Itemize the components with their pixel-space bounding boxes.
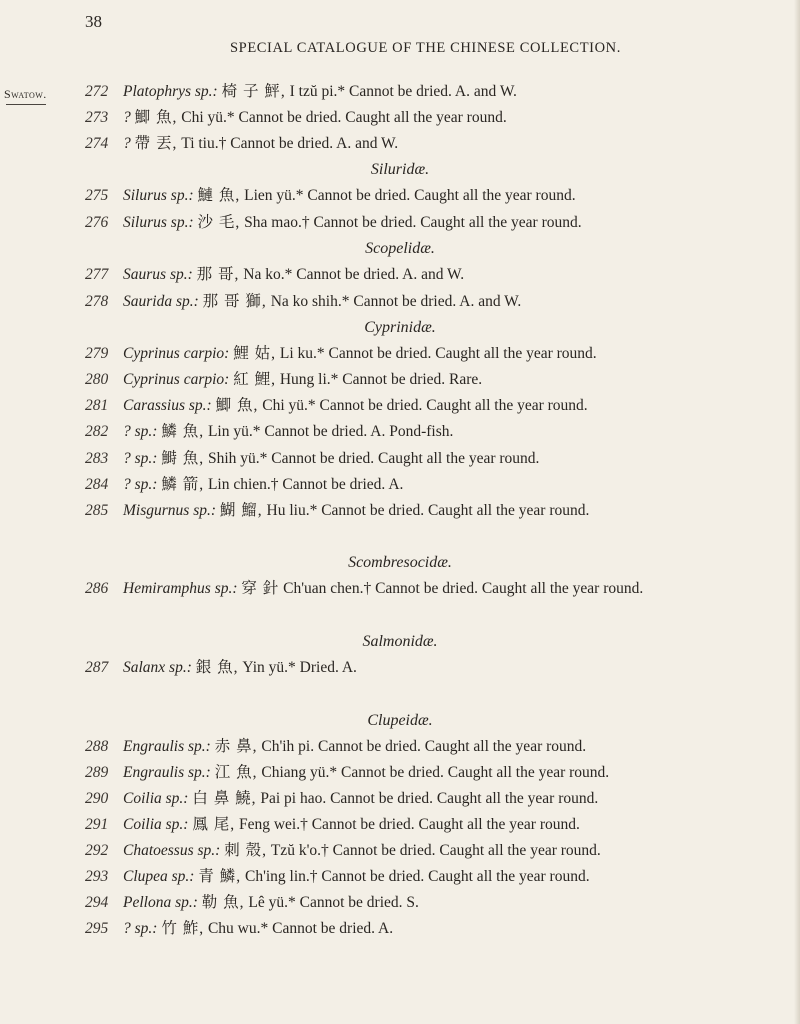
- species-name: Hemiramphus sp.:: [123, 580, 238, 597]
- chinese-name: 刺 殼,: [224, 842, 267, 859]
- entry-number: 289: [85, 764, 109, 781]
- catalogue-entry: [85, 262, 800, 288]
- species-name: Engraulis sp.:: [123, 764, 211, 781]
- catalogue-entry: [85, 498, 800, 524]
- entry-text: Chi yü.* Cannot be dried. Caught all the year round.: [181, 109, 507, 126]
- entry-number: 287: [85, 659, 109, 676]
- chinese-name: 鯽 魚,: [215, 397, 259, 414]
- chinese-name: 帶 丟,: [134, 135, 178, 152]
- margin-note: Swatow.: [4, 87, 47, 101]
- catalogue-entry: [85, 916, 800, 942]
- entry-text: Lê yü.* Cannot be dried. S.: [248, 894, 419, 911]
- species-name: Silurus sp.:: [123, 214, 194, 231]
- catalogue-entry: [85, 446, 800, 472]
- catalogue-entry: [85, 393, 800, 419]
- page-number: 38: [85, 12, 102, 31]
- family-heading: Clupeidæ.: [367, 712, 433, 729]
- species-name: Silurus sp.:: [123, 187, 194, 204]
- entry-number: 291: [85, 816, 109, 833]
- family-heading: Cyprinidæ.: [364, 319, 436, 336]
- entry-text: Feng wei.† Cannot be dried. Caught all the year round.: [238, 816, 580, 833]
- chinese-name: 鰗 鰡,: [219, 502, 263, 519]
- entry-text: Li ku.* Cannot be dried. Caught all the year round.: [279, 345, 597, 362]
- catalogue-entry: [85, 838, 800, 864]
- entry-number: 286: [85, 580, 109, 597]
- chinese-name: 紅 鯉,: [233, 371, 276, 388]
- entry-number: 279: [85, 345, 109, 362]
- species-name: Cyprinus carpio:: [123, 345, 230, 362]
- catalogue-entry: [85, 864, 800, 890]
- species-name: ? sp.:: [123, 920, 158, 937]
- catalogue-entry: [85, 576, 800, 602]
- catalogue-entry: [85, 367, 800, 393]
- chinese-name: 鰣 魚,: [161, 450, 205, 467]
- species-name: Saurus sp.:: [123, 266, 193, 283]
- entry-number: 276: [85, 214, 109, 231]
- catalogue-entry: [85, 289, 800, 315]
- species-name: ? sp.:: [123, 476, 158, 493]
- chinese-name: 白 鼻 鱙,: [192, 790, 257, 807]
- page-edge-shadow: [794, 0, 800, 1024]
- chinese-name: 穿 針: [241, 580, 280, 597]
- entry-text: Pai pi hao. Cannot be dried. Caught all the year round.: [260, 790, 599, 807]
- species-name: Saurida sp.:: [123, 293, 199, 310]
- species-name: Coilia sp.:: [123, 816, 189, 833]
- entry-number: 282: [85, 423, 109, 440]
- catalogue-entry: [85, 419, 800, 445]
- entry-text: Ch'ing lin.† Cannot be dried. Caught all the year round.: [244, 868, 590, 885]
- species-name: Chatoessus sp.:: [123, 842, 221, 859]
- catalogue-entry: [85, 734, 800, 760]
- chinese-name: 勒 魚,: [201, 894, 245, 911]
- catalogue-entry: [85, 341, 800, 367]
- chinese-name: 赤 鼻,: [214, 738, 258, 755]
- chinese-name: 銀 魚,: [195, 659, 239, 676]
- chinese-name: 鱗 箭,: [161, 476, 205, 493]
- entry-text: Chi yü.* Cannot be dried. Caught all the year round.: [262, 397, 588, 414]
- entry-text: Ti tiu.† Cannot be dried. A. and W.: [181, 135, 399, 152]
- chinese-name: 鯽 魚,: [134, 109, 178, 126]
- catalogue-entry: [85, 655, 800, 681]
- chinese-name: 鰱 魚,: [197, 187, 241, 204]
- entry-text: Yin yü.* Dried. A.: [242, 659, 357, 676]
- species-name: Carassius sp.:: [123, 397, 212, 414]
- entry-number: 288: [85, 738, 109, 755]
- species-name: ?: [123, 135, 131, 152]
- entry-text: Chiang yü.* Cannot be dried. Caught all the year round.: [261, 764, 610, 781]
- species-name: ? sp.:: [123, 450, 158, 467]
- entry-text: Lin yü.* Cannot be dried. A. Pond-fish.: [207, 423, 454, 440]
- species-name: Salanx sp.:: [123, 659, 192, 676]
- species-name: Platophrys sp.:: [123, 83, 218, 100]
- family-heading: Scopelidæ.: [365, 240, 435, 257]
- entry-number: 274: [85, 135, 109, 152]
- species-name: Clupea sp.:: [123, 868, 195, 885]
- catalogue-entry: [85, 210, 800, 236]
- entry-number: 294: [85, 894, 109, 911]
- entry-number: 285: [85, 502, 109, 519]
- chinese-name: 鯉 姑,: [233, 345, 276, 362]
- entry-text: Shih yü.* Cannot be dried. Caught all the year round.: [207, 450, 540, 467]
- entry-number: 273: [85, 109, 109, 126]
- entry-text: Na ko shih.* Cannot be dried. A. and W.: [270, 293, 522, 310]
- catalogue-entry: [85, 105, 800, 131]
- entry-number: 295: [85, 920, 109, 937]
- species-name: Cyprinus carpio:: [123, 371, 230, 388]
- entry-text: Ch'ih pi. Cannot be dried. Caught all the year round.: [261, 738, 587, 755]
- species-name: Coilia sp.:: [123, 790, 189, 807]
- entry-text: Lien yü.* Cannot be dried. Caught all the year round.: [244, 187, 576, 204]
- species-name: Pellona sp.:: [123, 894, 198, 911]
- entry-number: 292: [85, 842, 109, 859]
- catalogue-entry: [85, 786, 800, 812]
- entry-text: I tzŭ pi.* Cannot be dried. A. and W.: [289, 83, 517, 100]
- species-name: ?: [123, 109, 131, 126]
- entry-number: 283: [85, 450, 109, 467]
- entry-number: 281: [85, 397, 109, 414]
- family-heading: Salmonidæ.: [362, 633, 438, 650]
- entry-number: 278: [85, 293, 109, 310]
- entry-number: 284: [85, 476, 109, 493]
- chinese-name: 鳳 尾,: [192, 816, 236, 833]
- entry-text: Chu wu.* Cannot be dried. A.: [207, 920, 394, 937]
- family-heading: Siluridæ.: [370, 161, 430, 178]
- family-heading: Scombresocidæ.: [348, 554, 452, 571]
- chinese-name: 青 鱗,: [198, 868, 242, 885]
- chinese-name: 沙 毛,: [197, 214, 241, 231]
- entry-text: Na ko.* Cannot be dried. A. and W.: [243, 266, 465, 283]
- chinese-name: 竹 鮓,: [161, 920, 205, 937]
- chinese-name: 椅 子 鮃,: [221, 83, 286, 100]
- catalogue-entry: [85, 760, 800, 786]
- chinese-name: 那 哥,: [196, 266, 240, 283]
- chinese-name: 那 哥 獅,: [202, 293, 267, 310]
- catalogue-entry: [85, 812, 800, 838]
- entry-text: Lin chien.† Cannot be dried. A.: [207, 476, 404, 493]
- entry-text: Sha mao.† Cannot be dried. Caught all the year round.: [244, 214, 582, 231]
- entry-text: Ch'uan chen.† Cannot be dried. Caught all the year round.: [283, 580, 644, 597]
- entry-number: 272: [85, 83, 109, 100]
- catalogue-entry: [85, 890, 800, 916]
- entry-text: Hung li.* Cannot be dried. Rare.: [279, 371, 483, 388]
- catalogue-entry: [85, 183, 800, 209]
- entry-number: 280: [85, 371, 109, 388]
- entry-number: 277: [85, 266, 109, 283]
- entry-number: 275: [85, 187, 109, 204]
- species-name: Engraulis sp.:: [123, 738, 211, 755]
- catalogue-entry: [85, 79, 800, 105]
- chinese-name: 江 魚,: [214, 764, 258, 781]
- running-head: SPECIAL CATALOGUE OF THE CHINESE COLLECTION.: [230, 40, 621, 56]
- entry-text: Tzŭ k'o.† Cannot be dried. Caught all the year round.: [270, 842, 601, 859]
- species-name: Misgurnus sp.:: [123, 502, 217, 519]
- chinese-name: 鱗 魚,: [161, 423, 205, 440]
- entry-text: Hu liu.* Cannot be dried. Caught all the year round.: [266, 502, 590, 519]
- catalogue-entry: [85, 472, 800, 498]
- species-name: ? sp.:: [123, 423, 158, 440]
- entry-number: 293: [85, 868, 109, 885]
- entry-number: 290: [85, 790, 109, 807]
- catalogue-entry: [85, 131, 800, 157]
